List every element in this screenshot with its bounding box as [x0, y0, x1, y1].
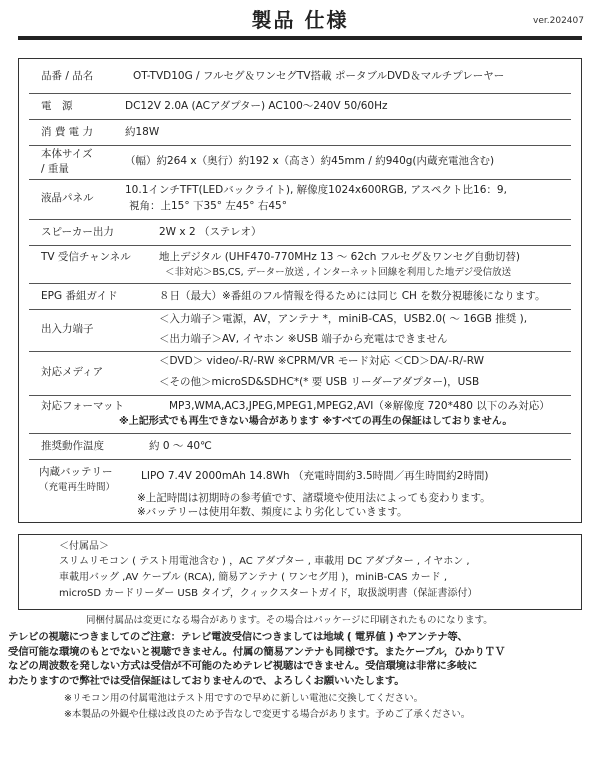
spec-value: DC12V 2.0A (ACアダプター) AC100～240V 50/60Hz	[125, 100, 388, 112]
spec-value: MP3,WMA,AC3,JPEG,MPEG1,MPEG2,AVI（※解像度 720*480 以下のみ対応）	[169, 400, 550, 412]
spec-change-note: ※本製品の外観や仕様は改良のため予告なしで変更する場合があります。予めご了承ください。	[64, 709, 471, 720]
spec-value: ※バッテリーは使用年数、頻度により劣化していきます。	[137, 506, 408, 518]
spec-label: 出入力端子	[41, 323, 94, 335]
page-title: 製品 仕様	[251, 8, 349, 32]
spec-label: 品番 / 品名	[41, 70, 94, 82]
spec-label: 本体サイズ / 重量	[41, 148, 93, 175]
spec-label: 対応メディア	[41, 366, 104, 378]
spec-label: 対応フォーマット	[41, 400, 125, 412]
spec-row-model	[29, 59, 571, 94]
spec-value: 約 0 ～ 40℃	[149, 440, 212, 452]
spec-row-temperature	[29, 433, 571, 460]
spec-value: ※上記時間は初期時の参考値です、諸環境や使用法によっても変わります。	[137, 492, 491, 504]
spec-label: 推奨動作温度	[41, 440, 104, 452]
spec-value: ＜その他＞microSD&SDHC*(* 要 USB リーダーアダプター)，USB	[159, 376, 480, 388]
spec-row-epg	[29, 283, 571, 310]
title-divider	[18, 36, 582, 40]
spec-value: OT-TVD10G / フルセグ＆ワンセグTV搭載 ポータブルDVD＆マルチプレーヤー	[133, 70, 505, 82]
spec-value: 視角：上15° 下35° 左45° 右45°	[129, 200, 287, 212]
accessories-line: 車載用バッグ ,AV ケーブル (RCA), 簡易アンテナ ( ワンセグ用 )，miniB-CAS カード ,	[59, 572, 448, 583]
version-label: ver.202407	[533, 16, 584, 26]
spec-row-format	[29, 395, 571, 434]
warning-line: わたりますので弊社では受信保証はしておりませんので、よろしくお願いいたします。	[8, 674, 405, 687]
warning-line: などの周波数を発しない方式は受信が不可能のためテレビ視聴はできません。受信環境は非常に多岐に	[8, 660, 478, 672]
spec-value: 約18W	[125, 126, 160, 138]
tv-warning	[8, 630, 598, 688]
spec-label: 電 源	[41, 100, 73, 112]
spec-row-media	[29, 351, 571, 396]
spec-label: 液晶パネル	[41, 192, 94, 204]
spec-row-tv	[29, 245, 571, 284]
spec-row-battery	[29, 459, 571, 522]
spec-value: （幅）約264 x（奥行）約192 x（高さ）約45mm / 約940g(内蔵充電池含む)	[125, 155, 495, 167]
spec-label: 消 費 電 力	[41, 126, 94, 138]
spec-value: ８日（最大）※番組のフル情報を得るためには同じ CH を数分視聴後になります。	[159, 290, 546, 302]
accessory-change-note: 同梱付属品は変更になる場合があります。その場合はパッケージに印刷されたものになります。	[86, 615, 493, 626]
spec-value: 地上デジタル (UHF470-770MHz 13 ～ 62ch フルセグ＆ワンセグ自動切替)	[159, 251, 520, 263]
spec-label: 内蔵バッテリー （充電再生時間）	[39, 466, 116, 493]
spec-label: TV 受信チャンネル	[41, 251, 131, 263]
spec-row-io	[29, 309, 571, 352]
spec-format-note: ※上記形式でも再生できない場合があります ※すべての再生の保証はしておりません。	[119, 416, 513, 427]
spec-row-lcd	[29, 179, 571, 220]
spec-value: 2W x 2 （ステレオ）	[159, 226, 262, 238]
accessories-line: microSD カードリーダー USB タイプ，クィックスタートガイド，取扱説明書（保証書添付）	[59, 588, 478, 599]
accessories-line: スリムリモコン ( テスト用電池含む ) ，AC アダプター , 車載用 DC アダプター , イヤホン ,	[59, 556, 470, 567]
warning-line: 受信可能な環境のもとでないと視聴できません。付属の簡易アンテナも同様です。またケーブル，ひかりＴＶ	[8, 645, 505, 658]
spec-row-consumption	[29, 119, 571, 146]
accessories-title: ＜付属品＞	[59, 541, 109, 552]
spec-value: ＜非対応＞BS,CS, データー放送 , インターネット回線を利用した地デジ受信放送	[165, 267, 512, 278]
accessories-box	[18, 534, 582, 610]
spec-row-size-weight	[29, 145, 571, 180]
spec-value: ＜DVD＞ video/-R/-RW ※CPRM/VR モード対応 ＜CD＞DA/-R/-RW	[159, 355, 485, 367]
spec-value: ＜入力端子＞電源，AV，アンテナ *，miniB-CAS，USB2.0( ～ 16GB 推奨 ),	[159, 313, 528, 325]
spec-table	[18, 58, 582, 523]
spec-value: 10.1インチTFT(LEDバックライト), 解像度1024x600RGB, アスペクト比16：9,	[125, 184, 507, 196]
spec-row-speaker	[29, 219, 571, 246]
warning-line: テレビの視聴につきましてのご注意：テレビ電波受信につきましては地域 ( 電界値 ) やアンテナ等、	[8, 631, 468, 643]
spec-label: スピーカー出力	[41, 226, 114, 238]
spec-value: ＜出力端子＞AV, イヤホン ※USB 端子から充電はできません	[159, 333, 448, 345]
spec-row-power	[29, 93, 571, 120]
spec-value: LIPO 7.4V 2000mAh 14.8Wh （充電時間約3.5時間／再生時間約2時間)	[141, 470, 489, 482]
remote-battery-note: ※リモコン用の付属電池はテスト用ですので早めに新しい電池に交換してください。	[64, 693, 424, 704]
spec-label: EPG 番組ガイド	[41, 290, 118, 302]
